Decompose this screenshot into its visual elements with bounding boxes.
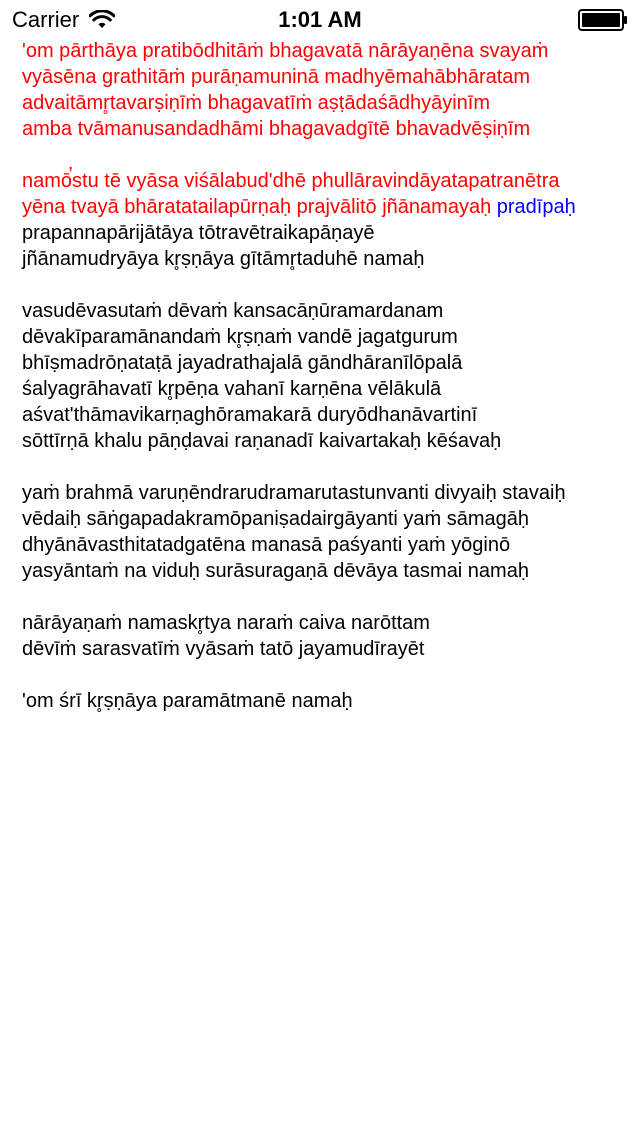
verse-3-line-2: dēvakīparamānandaṁ kr̥ṣṇaṁ vandē jagatgurum bbox=[22, 326, 458, 348]
verse-4-line-3: dhyānāvasthitatadgatēna manasā paśyanti yaṁ yōginō bbox=[22, 534, 511, 556]
verse-spacer bbox=[22, 272, 632, 298]
verse-text-view[interactable] bbox=[22, 38, 632, 714]
verse-spacer bbox=[22, 454, 632, 480]
battery-icon bbox=[578, 9, 628, 31]
verse-5-line-2: dēvīṁ sarasvatīṁ vyāsaṁ tatō jayamudīrayēt bbox=[22, 638, 425, 660]
verse-3-line-6: sōttīrṇā khalu pāṇḍavai raṇanadī kaivartakaḥ kēśavaḥ bbox=[22, 430, 502, 452]
verse-6-line-1: 'om śrī kr̥ṣṇāya paramātmanē namaḥ bbox=[22, 690, 353, 712]
verse-4-line-1: yaṁ brahmā varuṇēndrarudramarutastunvanti divyaiḥ stavaiḥ bbox=[22, 482, 566, 504]
verse-2-line-1: namō̕stu tē vyāsa viśālabud'dhē phullāravindāyatapatranētra bbox=[22, 170, 560, 192]
verse-1-line-4: amba tvāmanusandadhāmi bhagavadgītē bhavadvēṣiṇīm bbox=[22, 118, 531, 140]
carrier-label: Carrier bbox=[12, 7, 80, 32]
verse-1-line-2: vyāsēna grathitāṁ purāṇamuninā madhyēmahābhāratam bbox=[22, 66, 531, 88]
verse-3-line-1: vasudēvasutaṁ dēvaṁ kansacāṇūramardanam bbox=[22, 300, 444, 322]
verse-spacer bbox=[22, 584, 632, 610]
verse-1-line-3: advaitāmr̥tavarṣiṇīṁ bhagavatīṁ aṣṭādaśādhyāyinīm bbox=[22, 92, 491, 114]
verse-2-line-4: jñānamudryāya kr̥ṣṇāya gītāmr̥taduhē namaḥ bbox=[22, 248, 425, 270]
status-bar bbox=[0, 0, 640, 40]
verse-spacer bbox=[22, 662, 632, 688]
verse-1-line-1: 'om pārthāya pratibōdhitāṁ bhagavatā nārāyaṇēna svayaṁ bbox=[22, 40, 549, 62]
verse-4-line-4: yasyāntaṁ na viduḥ surāsuragaṇā dēvāya tasmai namaḥ bbox=[22, 560, 529, 582]
verse-2-line-2 bbox=[22, 194, 632, 220]
verse-spacer bbox=[22, 142, 632, 168]
verse-3-line-5: aśvat'thāmavikarṇaghōramakarā duryōdhanāvartinī bbox=[22, 404, 478, 426]
verse-5-line-1: nārāyaṇaṁ namaskr̥tya naraṁ caiva narōttam bbox=[22, 612, 430, 634]
verse-2-line-2-red: yēna tvayā bhāratatailapūrṇaḥ prajvālitō jñānamayaḥ bbox=[22, 196, 492, 218]
verse-3-line-3: bhīṣmadrōṇataṭā jayadrathajalā gāndhāranīlōpalā bbox=[22, 352, 463, 374]
status-time: 1:01 AM bbox=[278, 7, 362, 32]
highlighted-word[interactable]: pradīpaḥ bbox=[496, 196, 576, 218]
verse-3-line-4: śalyagrāhavatī kr̥pēṇa vahanī karṇēna vēlākulā bbox=[22, 378, 442, 400]
verse-4-line-2: vēdaiḥ sāṅgapadakramōpaniṣadairgāyanti yaṁ sāmagāḥ bbox=[22, 508, 529, 530]
verse-2-line-3: prapannapārijātāya tōtravētraikapāṇayē bbox=[22, 222, 375, 244]
